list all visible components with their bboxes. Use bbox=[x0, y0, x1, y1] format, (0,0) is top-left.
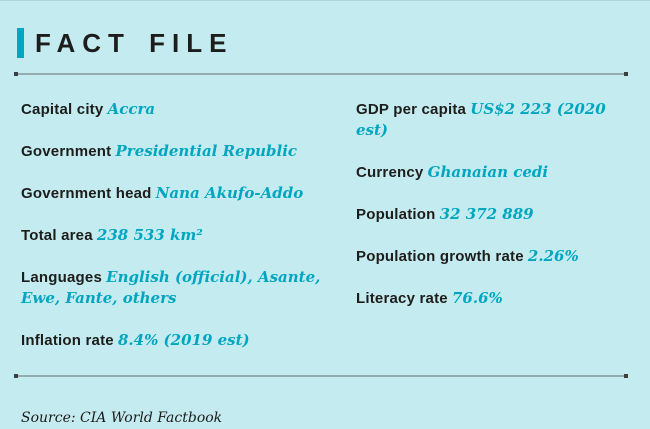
fact-row bbox=[21, 330, 356, 351]
fact-label: Currency bbox=[356, 164, 424, 181]
page-title: FACT FILE bbox=[35, 28, 234, 58]
divider-line-top bbox=[14, 73, 628, 75]
fact-value: 76.6% bbox=[452, 289, 503, 307]
fact-value: Ghanaian cedi bbox=[427, 163, 549, 181]
fact-label: Inflation rate bbox=[21, 332, 114, 349]
fact-value: Presidential Republic bbox=[115, 142, 298, 160]
fact-label: GDP per capita bbox=[356, 101, 467, 118]
fact-label: Literacy rate bbox=[356, 290, 448, 307]
divider-line-bottom bbox=[14, 375, 628, 377]
fact-value: Accra bbox=[107, 100, 156, 118]
fact-row bbox=[21, 183, 356, 204]
fact-value: 238 533 km² bbox=[96, 226, 203, 244]
fact-row bbox=[21, 141, 356, 162]
facts-column-right bbox=[356, 99, 635, 372]
fact-row bbox=[21, 99, 356, 120]
fact-label: Government bbox=[21, 143, 112, 160]
fact-row bbox=[21, 225, 356, 246]
fact-value: 2.26% bbox=[527, 247, 579, 265]
facts-grid bbox=[21, 99, 635, 372]
fact-label: Total area bbox=[21, 227, 93, 244]
fact-label: Languages bbox=[21, 269, 102, 286]
fact-value: English (official), Asante, Ewe, Fante, others bbox=[21, 268, 321, 307]
fact-label: Capital city bbox=[21, 101, 104, 118]
source-note: Source: CIA World Factbook bbox=[21, 410, 223, 426]
facts-column-left bbox=[21, 99, 356, 372]
fact-row bbox=[21, 267, 356, 309]
fact-value: US$2 223 (2020 est) bbox=[356, 100, 606, 139]
accent-bar bbox=[17, 28, 24, 58]
fact-label: Population growth rate bbox=[356, 248, 524, 265]
fact-row bbox=[356, 162, 635, 183]
title-row bbox=[17, 28, 233, 58]
fact-value: 32 372 889 bbox=[439, 205, 534, 223]
fact-label: Population bbox=[356, 206, 436, 223]
fact-row bbox=[356, 288, 635, 309]
fact-row bbox=[356, 246, 635, 267]
fact-row bbox=[356, 204, 635, 225]
fact-value: 8.4% (2019 est) bbox=[117, 331, 250, 349]
fact-value: Nana Akufo-Addo bbox=[155, 184, 304, 202]
fact-row bbox=[356, 99, 635, 141]
fact-label: Government head bbox=[21, 185, 152, 202]
